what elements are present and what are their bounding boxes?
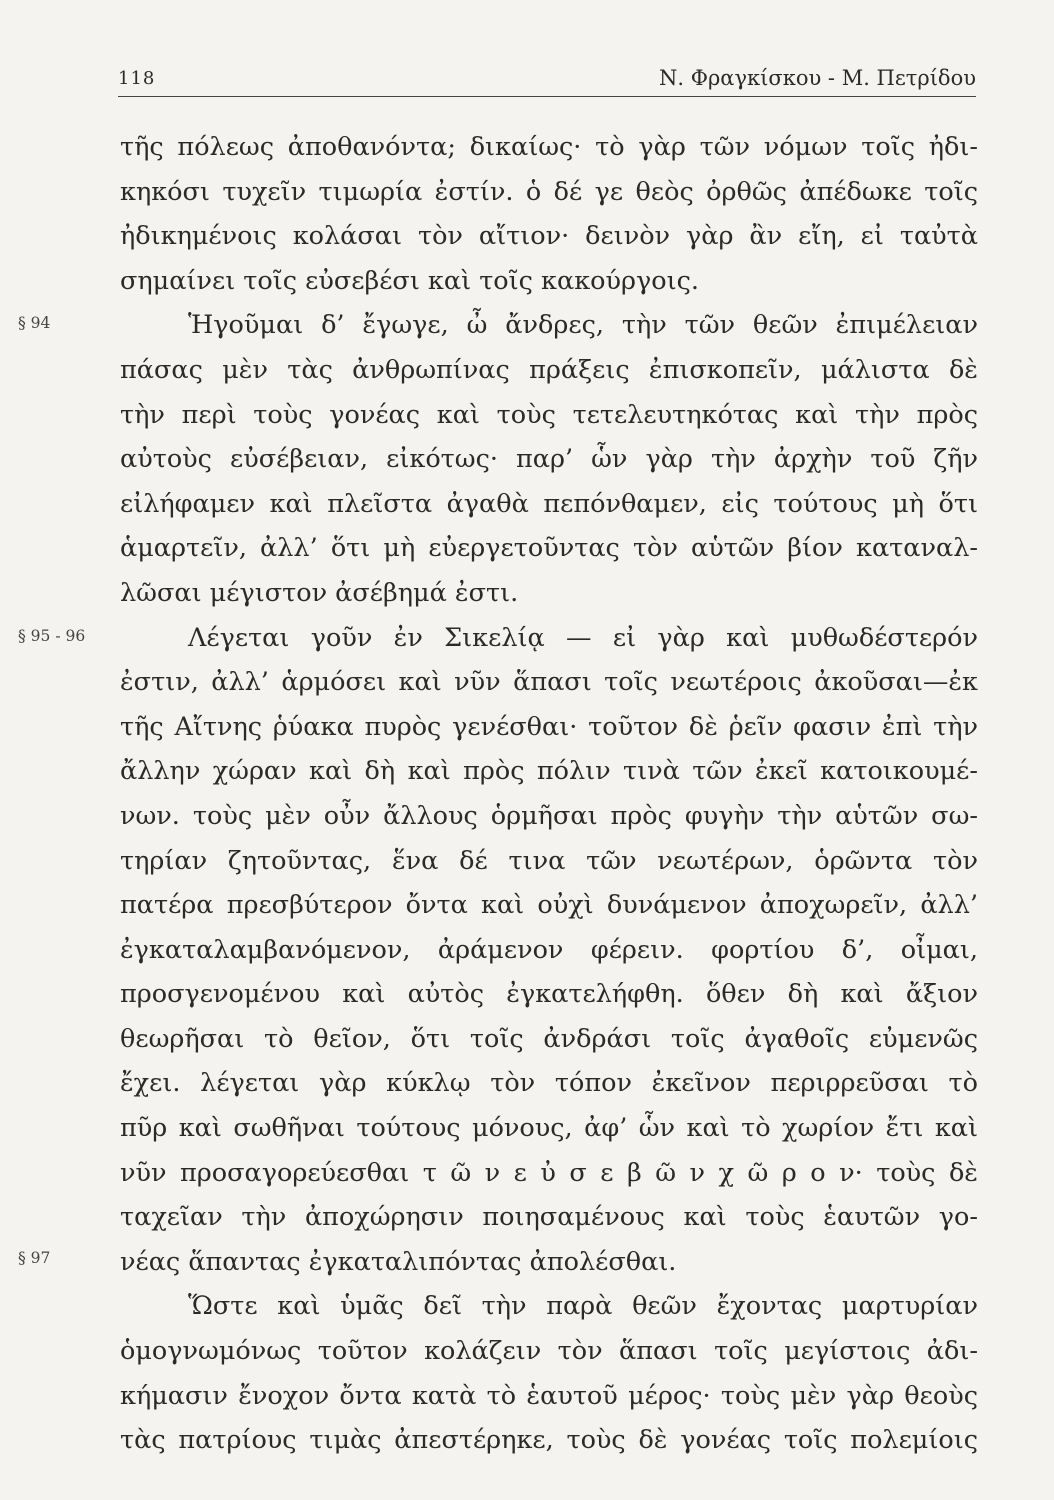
text-line: Ἡγοῦμαι δ’ ἔγωγε, ὦ ἄνδρες, τὴν τῶν θεῶν ἐπιμέλειαν bbox=[188, 310, 978, 341]
text-line: ταχεῖαν τὴν ἀποχώρησιν ποιησαμένους καὶ τοὺς ἑαυτῶν γο- bbox=[120, 1202, 978, 1233]
text-line: νων. τοὺς μὲν οὖν ἄλλους ὁρμῆσαι πρὸς φυγὴν τὴν αὑτῶν σω- bbox=[120, 800, 978, 831]
text-line: πάσας μὲν τὰς ἀνθρωπίνας πράξεις ἐπισκοπεῖν, μάλιστα δὲ bbox=[120, 354, 978, 385]
text-line: Ὥστε καὶ ὑμᾶς δεῖ τὴν παρὰ θεῶν ἔχοντας μαρτυρίαν bbox=[188, 1291, 978, 1322]
text-line: κηκόσι τυχεῖν τιμωρία ἐστίν. ὁ δέ γε θεὸς ὀρθῶς ἀπέδωκε τοῖς bbox=[120, 176, 978, 207]
section-marker-94: § 94 bbox=[18, 314, 51, 332]
text-line: τὰς πατρίους τιμὰς ἀπεστέρηκε, τοὺς δὲ γονέας τοῖς πολεμίοις bbox=[120, 1425, 978, 1456]
text-line: λῶσαι μέγιστον ἀσέβημά ἐστι. bbox=[120, 577, 519, 608]
text-line: νῦν προσαγορεύεσθαι τ ῶ ν ε ὐ σ ε β ῶ ν χ ῶ ρ ο ν· τοὺς δὲ bbox=[120, 1157, 978, 1188]
running-title: Ν. Φραγκίσκου - Μ. Πετρίδου bbox=[659, 66, 976, 90]
text-line: ἠδικημένοις κολάσαι τὸν αἴτιον· δεινὸν γὰρ ἂν εἴη, εἰ ταὐτὰ bbox=[120, 221, 978, 252]
text-line: πατέρα πρεσβύτερον ὄντα καὶ οὐχὶ δυνάμενον ἀποχωρεῖν, ἀλλ’ bbox=[120, 890, 978, 921]
text-line: ἄλλην χώραν καὶ δὴ καὶ πρὸς πόλιν τινὰ τῶν ἐκεῖ κατοικουμέ- bbox=[120, 756, 978, 787]
text-line: εἰλήφαμεν καὶ πλεῖστα ἀγαθὰ πεπόνθαμεν, εἰς τούτους μὴ ὅτι bbox=[120, 488, 978, 519]
running-head bbox=[118, 66, 976, 97]
text-line: σημαίνει τοῖς εὐσεβέσι καὶ τοῖς κακούργοις. bbox=[120, 265, 699, 296]
text-line: Λέγεται γοῦν ἐν Σικελίᾳ — εἰ γὰρ καὶ μυθωδέστερόν bbox=[188, 622, 978, 653]
text-line: αὐτοὺς εὐσέβειαν, εἰκότως· παρ’ ὧν γὰρ τὴν ἀρχὴν τοῦ ζῆν bbox=[120, 444, 978, 475]
text-line: ὁμογνωμόνως τοῦτον κολάζειν τὸν ἅπασι τοῖς μεγίστοις ἀδι- bbox=[120, 1336, 978, 1367]
text-line: ἔχει. λέγεται γὰρ κύκλῳ τὸν τόπον ἐκεῖνον περιρρεῦσαι τὸ bbox=[120, 1068, 978, 1099]
text-line: νέας ἅπαντας ἐγκαταλιπόντας ἀπολέσθαι. bbox=[120, 1246, 677, 1277]
text-line: τηρίαν ζητοῦντας, ἕνα δέ τινα τῶν νεωτέρων, ὁρῶντα τὸν bbox=[120, 845, 978, 876]
text-line: τὴν περὶ τοὺς γονέας καὶ τοὺς τετελευτηκότας καὶ τὴν πρὸς bbox=[120, 399, 978, 430]
section-marker-95-96: § 95 - 96 bbox=[18, 627, 86, 645]
page-number: 118 bbox=[118, 68, 156, 89]
text-line: ἁμαρτεῖν, ἀλλ’ ὅτι μὴ εὐεργετοῦντας τὸν αὑτῶν βίον καταναλ- bbox=[120, 533, 978, 564]
text-line: κήμασιν ἔνοχον ὄντα κατὰ τὸ ἑαυτοῦ μέρος· τοὺς μὲν γὰρ θεοὺς bbox=[120, 1380, 978, 1411]
text-line: πῦρ καὶ σωθῆναι τούτους μόνους, ἀφ’ ὧν καὶ τὸ χωρίον ἔτι καὶ bbox=[120, 1113, 978, 1144]
text-line: θεωρῆσαι τὸ θεῖον, ὅτι τοῖς ἀνδράσι τοῖς ἀγαθοῖς εὐμενῶς bbox=[120, 1023, 978, 1054]
text-line: προσγενομένου καὶ αὐτὸς ἐγκατελήφθη. ὅθεν δὴ καὶ ἄξιον bbox=[120, 979, 978, 1010]
text-line: τῆς πόλεως ἀποθανόντα; δικαίως· τὸ γὰρ τῶν νόμων τοῖς ἠδι- bbox=[120, 132, 978, 162]
text-line: ἐστιν, ἀλλ’ ἁρμόσει καὶ νῦν ἅπασι τοῖς νεωτέροις ἀκοῦσαι—ἐκ bbox=[120, 667, 978, 698]
body-text bbox=[120, 125, 978, 1463]
text-line: τῆς Αἴτνης ῥύακα πυρὸς γενέσθαι· τοῦτον δὲ ῥεῖν φασιν ἐπὶ τὴν bbox=[120, 711, 978, 742]
section-marker-97: § 97 bbox=[18, 1249, 51, 1267]
text-line: ἐγκαταλαμβανόμενον, ἀράμενον φέρειν. φορτίου δ’, οἶμαι, bbox=[120, 934, 978, 965]
